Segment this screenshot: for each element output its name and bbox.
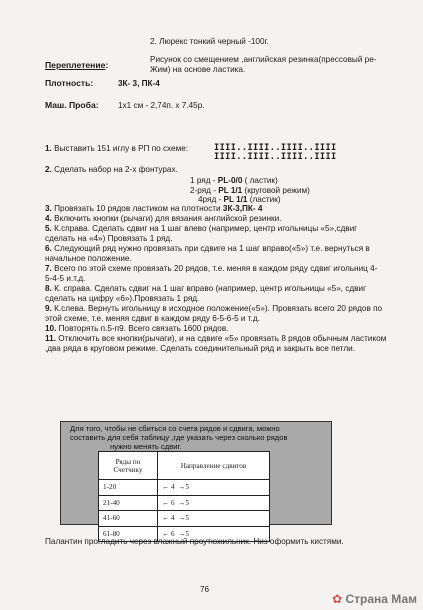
row-code: PL 1/1 [223, 195, 248, 204]
header-rows [99, 452, 158, 480]
shift-left-value: 6 [170, 498, 175, 507]
table-row [99, 480, 270, 496]
step-line: ,два ряда в круговом режиме. Сделать соединительный ряд и закрыть все петли. [45, 344, 355, 353]
row-code: PL-0/0 [217, 176, 243, 185]
shift-left-value: 4 [170, 514, 175, 523]
step-line [45, 224, 357, 233]
table-header-row [99, 452, 270, 480]
row-note: (ластик) [249, 195, 281, 204]
step-line: сделать на цифру «6»).Провязать 1 ряд. [45, 294, 200, 303]
step-line [45, 284, 366, 293]
row-label: 1 ряд - [190, 176, 216, 185]
table-row [99, 511, 270, 527]
watermark-text: Страна Мам [345, 592, 417, 606]
weave-line-2: Жим) на основе ластика. [150, 65, 246, 74]
step-1-num: 1. [45, 144, 52, 153]
step-line: этой схеме, т.е. меняя сдвиг в каждом ряду 6-5-6-5 и т.д. [45, 314, 260, 323]
step-line: начальное положение. [45, 254, 132, 263]
step-line [45, 264, 377, 273]
shift-left-value: 6 [170, 529, 175, 538]
density-value-a: 3К- 3, ПК- [118, 79, 156, 88]
density-value-b: 4 [155, 79, 160, 88]
row-note: (круговой режим) [244, 185, 310, 195]
arrow-left-icon: ← [162, 498, 170, 507]
row-range: 41-60 [99, 511, 158, 527]
step-num: 8. [45, 284, 52, 293]
row-1 [190, 176, 278, 185]
weave-line-1: Рисунок со смещением ,английская резинка(прессовый ре- [150, 55, 377, 64]
step-line: сделать на «4») Провязать 1 ряд. [45, 234, 173, 243]
watermark-logo [332, 592, 417, 606]
arrow-right-icon: → [178, 529, 186, 538]
row-range: 1-20 [99, 480, 158, 496]
shift-table [98, 451, 270, 542]
row-range: 61-80 [99, 526, 158, 542]
row-note: ( ластик) [244, 176, 278, 185]
arrow-right-icon: → [178, 483, 186, 492]
step-num: 9. [45, 304, 52, 313]
table-row [99, 495, 270, 511]
step-line: 5-4-5 и.т.д. [45, 274, 86, 283]
step-text: Включить кнопки (рычаги) для вязания английской резинки. [54, 214, 282, 223]
tip-line-3: нужно менять сдвиг. [110, 442, 182, 451]
step-line [45, 304, 382, 313]
arrow-left-icon: ← [162, 514, 170, 523]
step-text: К.справа. Сделать сдвиг на 1 шаг влево (например, центр игольницы «5»,сдвиг [54, 224, 358, 233]
material-item: 2. Люрекс тонкий черный -100г. [150, 37, 269, 46]
header-rows-line-2: Счетчику [113, 465, 143, 474]
step-1 [45, 144, 188, 153]
step-num: 7. [45, 264, 52, 273]
arrow-left-icon: ← [162, 483, 170, 492]
step-num: 10. [45, 324, 57, 333]
arrow-right-icon: → [178, 498, 186, 507]
step-num: 5. [45, 224, 52, 233]
step-text: Провязать 10 рядов ластиком на плотности [54, 204, 223, 213]
row-shift [158, 511, 270, 527]
weave-label-wrap [45, 55, 108, 73]
row-label: 2-ряд - [190, 185, 216, 195]
step-text: Всего по этой схеме провязать 20 рядов, т.е. меняя в каждом ряду сдвиг игольниц 4- [54, 264, 378, 273]
page-number: 76 [200, 585, 210, 594]
step-line [45, 334, 386, 343]
step-text: Следующий ряд нужно провязать при сдвиге на 1 шаг вправо(«5») т.е. вернуться в [54, 244, 370, 253]
row-label: 4ряд - [198, 195, 222, 204]
step-1-text: Выставить 151 иглу в РП по схеме: [54, 144, 189, 153]
step-text: К.слева. Вернуть игольницу в исходное положение(«5»). Провязать всего 20 рядов по [54, 304, 383, 313]
step-text: К. справа. Сделать сдвиг на 1 шаг вправо (например, центр игольницы «5», сдвиг [54, 284, 367, 293]
step-2 [45, 165, 178, 174]
header-direction: Направление сдвигов [158, 452, 270, 480]
tip-line-1: Для того, чтобы не сбиться со счета рядов и сдвига, можно [70, 424, 280, 433]
weave-colon: : [105, 60, 109, 70]
step-num: 6. [45, 244, 52, 253]
needle-pattern-2: IIII..IIII..IIII..IIII [214, 152, 337, 162]
row-3 [198, 195, 281, 204]
row-shift [158, 495, 270, 511]
tip-line-2: составить для себя таблицу ,где указать через сколько рядов [70, 433, 288, 442]
step-num: 3. [45, 204, 52, 213]
step-line [45, 324, 229, 333]
row-code: PL 1/1 [218, 185, 243, 195]
density-value [118, 79, 160, 88]
arrow-right-icon: → [178, 514, 186, 523]
row-2 [190, 186, 310, 195]
step-line [45, 214, 281, 223]
shift-right-value: 5 [185, 514, 189, 523]
shift-right-value: 5 [185, 483, 189, 492]
header-rows-line-1: Ряды по [115, 457, 141, 466]
step-line [45, 244, 370, 253]
step-num: 4. [45, 214, 52, 223]
gauge-value: 1х1 см - 2,74п. х 7.45р. [118, 101, 205, 110]
logo-icon: ✿ [332, 592, 343, 606]
needle-pattern-1: IIII..IIII..IIII..IIII [214, 143, 337, 153]
step-line [45, 204, 262, 213]
shift-right-value: 5 [185, 498, 189, 507]
shift-left-value: 4 [170, 483, 175, 492]
step-text: Отключить все кнопки(рычаги), и на сдвиге «5» провязать 8 рядов обычным ластиком [58, 334, 387, 343]
step-num: 11. [45, 334, 56, 343]
step-2-text: Сделать набор на 2-х фонтурах. [54, 165, 178, 174]
step-bold: 3К-3,ПК- 4 [222, 204, 263, 213]
density-label: Плотность: [45, 78, 94, 88]
shift-right-value: 5 [185, 529, 189, 538]
arrow-left-icon: ← [162, 529, 170, 538]
final-note: Палантин прогладить через влажный проутюжильник. Низ оформить кистями. [45, 537, 344, 546]
row-shift [158, 480, 270, 496]
step-text: Повторять п.5-п9. Всего связать 1600 рядов. [58, 324, 229, 333]
row-range: 21-40 [99, 495, 158, 511]
gauge-label: Маш. Проба: [45, 100, 99, 110]
weave-label: Переплетение [45, 60, 106, 70]
step-2-num: 2. [45, 165, 52, 174]
